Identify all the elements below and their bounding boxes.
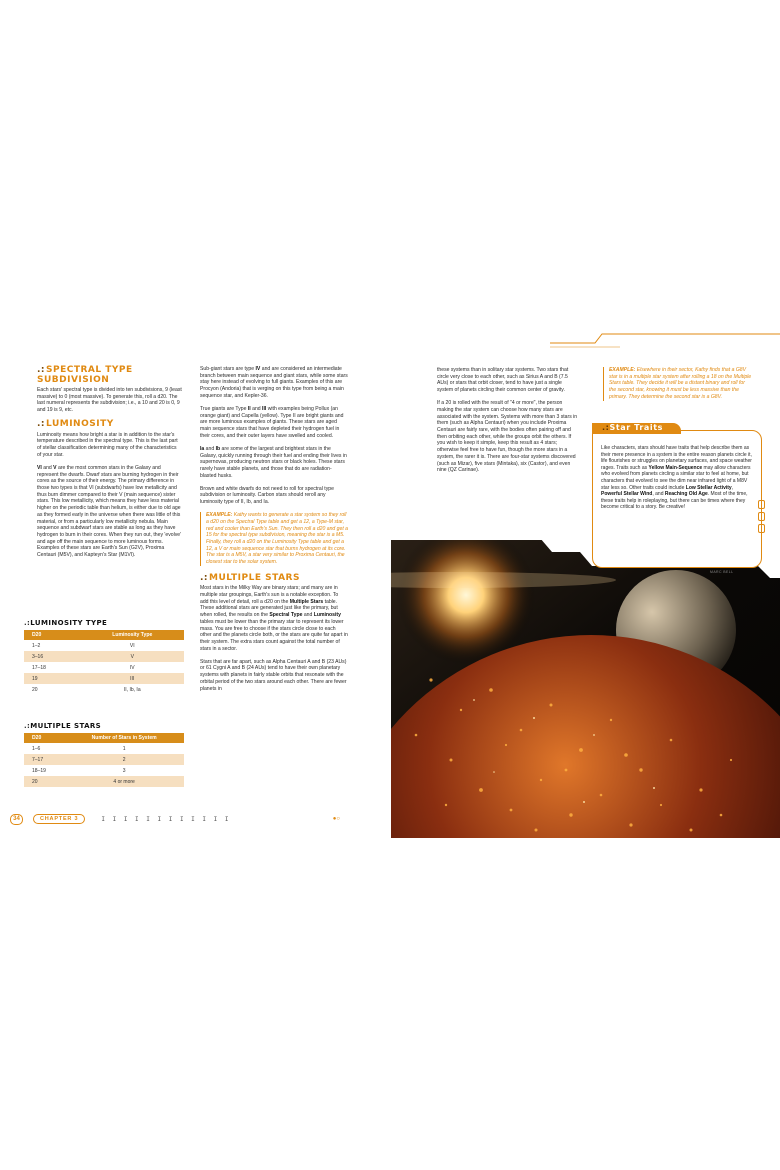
luminosity-type-table bbox=[24, 619, 184, 695]
left-page bbox=[0, 326, 390, 838]
star-traits-text: Like characters, stars should have traits that help describe them as their mere presence in a system is the entire reason planets circle it, life flourishes or struggles on planetary surfaces, and space weather rages. Traits such as Yellow Main-Sequence may allow characters who evolved from planets circling a similar star to feel at home, but characters that evolved to see the dim near infrared light of a M8V star less so. Other traits could include Low Stellar Activity, Powerful Stellar Wind, and Reaching Old Age. Most of the time, these traits help in roleplaying, but there can be times where they become critical to a story. Be creative! bbox=[601, 445, 752, 511]
table-row: 7–17 2 bbox=[24, 754, 184, 765]
page-footer bbox=[10, 812, 340, 826]
example-callout: EXAMPLE: Kathy wants to generate a star system so they roll a d20 on the Spectral Type table and get a 12, a Type-M star, red and cooler than Earth's Sun. They then roll a d20 and get a 15 for the spectral type subdivision, meaning the star is a M5. Finally, they roll a d20 on the Luminosity Type table and get a 12, a V or main sequence star that burns hydrogen at its core. The star is a M5V, a star very similar to Proxima Centauri, the closest star to the solar system. bbox=[200, 512, 348, 566]
dwarfs-reroll-text: Brown and white dwarfs do not need to roll for spectral type subdivision or luminosity. Carbon stars should reroll any luminosity type of II, Ib, and Ia. bbox=[200, 485, 334, 506]
luminosity-dwarfs-text: VI and V are the most common stars in the Galaxy and represent the dwarfs. Dwarf stars are burning hydrogen in their cores as the source of their energy. The primary difference in those two types is that VI (subdwarfs) have low metallicity and thus burn dimmer compared to their V (main sequence) sister stars. This low metallicity, which means they have less material higher on the periodic table than helium, is either due to old age as they formed early in the universe when there was little of this material, or from a particularly low metallicity nebula. Main sequence and subdwarf stars are stable as long as they have hydrogen to burn in their cores. When they run out, they 'evolve' and age off the main sequence to more luminous forms. Examples of these stars are Earth's Sun (G2V), Proxima Centauri (M5V), and Kapteyn's Star (M1VI). bbox=[37, 464, 182, 559]
art-credit: MARC BELL bbox=[710, 570, 734, 574]
spectral-subdivision-text: Each stars' spectral type is divided into ten subdivisions, 9 (least massive) to 0 (most massive). To generate this, roll a d20. The last numeral represents the subdivision; i.e., a 10 and 20 is 0, 9 and 19 is 9, etc. bbox=[37, 387, 182, 414]
table-header: D20 bbox=[24, 630, 81, 640]
table-row: 17–18 IV bbox=[32, 664, 135, 671]
table-row: 1–6 1 bbox=[32, 745, 126, 752]
example-callout-right: EXAMPLE: Elsewhere in their sector, Kathy finds that a G8V star is in a multiple star system after rolling a 18 on the Multiple Stars table. They decide it will be a distant binary and roll for the second star, knowing it must be less massive than the primary. They determine the second star is a G8V. bbox=[603, 367, 753, 401]
close-binaries-text: these systems than in solitary star systems. Two stars that circle very close to each other, such as Sirius A and B (7.5 AUs) or stars that orbit closer, tend to have just a single system of planets circling their common center of gravity. bbox=[437, 367, 569, 394]
luminosity-heading: .:LUMINOSITY bbox=[37, 419, 114, 430]
multiple-stars-text: Most stars in the Milky Way are binary stars; and many are in multiple star groupings, Earth's sun is a notable exception. To add this level of detail, roll a d20 on the Multiple Stars table. These additional stars are generated just like the primary, but when rolled, the results on the Spectral Type and Luminosity tables must be lower than the primary star to represent its lower mass. You are free to choose if the stars circle close to each other and the planets circle both, or the stars are quite far apart in their system. The extra stars count against the total number of stars in a sector. bbox=[200, 585, 348, 652]
table-row: 18–19 3 bbox=[32, 767, 126, 774]
chapter-label: CHAPTER 3 bbox=[33, 814, 85, 824]
table-row: 20 4 or more bbox=[24, 776, 184, 787]
left-column-1 bbox=[37, 366, 182, 565]
luminosity-intro-text: Luminosity means how bright a star is in addition to the star's temperature described in the spectral type. This is the last part of stellar classification determining many of the characteristics of your star. bbox=[37, 431, 178, 458]
star-traits-box bbox=[592, 423, 762, 568]
header-line-ornament bbox=[390, 326, 780, 356]
multiple-table-title: .:MULTIPLE STARS bbox=[24, 722, 102, 730]
planet-scene-image bbox=[391, 540, 780, 838]
multiple-stars-heading: .:MULTIPLE STARS bbox=[200, 572, 300, 583]
page-number: 34 bbox=[10, 814, 23, 825]
table-row: 19 III bbox=[24, 673, 184, 684]
table-header: D20 bbox=[24, 733, 64, 743]
side-tab-marks bbox=[758, 500, 766, 536]
table-row: 1–2 VI bbox=[32, 642, 135, 649]
left-column-2 bbox=[200, 366, 348, 699]
table-header-row bbox=[24, 733, 184, 743]
table-header: Luminosity Type bbox=[81, 630, 184, 640]
far-apart-stars-text: Stars that are far apart, such as Alpha Centauri A and B (23 AUs) or 61 Cygni A and B (24 AUs) tend to have their own planetary systems with planets in fairly stable orbits that resonate with the orbital period of the two stars around each other. There are fewer planets in bbox=[200, 658, 347, 692]
spectral-subdivision-heading: .:SPECTRAL TYPE SUBDIVISION bbox=[37, 365, 133, 385]
footer-dots-icon: ●○ bbox=[332, 816, 340, 822]
star-traits-title: .:Star Traits bbox=[592, 423, 681, 434]
right-column-1 bbox=[437, 367, 579, 480]
giants-text: True giants are Type II and III with examples being Pollux (an orange giant) and Capella (yellow). Type II are bright giants and are more luminous examples of giants. These stars are aged main sequence stars that have depleted their hydrogen fuel in their cores, and their outer layers have swelled and cooled. bbox=[200, 405, 344, 439]
multiple-stars-table bbox=[24, 722, 184, 787]
four-or-more-text: If a 20 is rolled with the result of "4 or more", the person making the star system can choose how many stars are associated with the system. Systems with more than 3 stars in them (such as Alpha Centauri) when you include Proxima Centauri are fairly rare, with the bodies often pairing off and then orbiting each other, while the groups orbit the others. If you wish to keep it simple, keep this result as 4 stars; otherwise feel free to have fun, though the more stars in a system, the rarer it is. There are four-star systems discovered (such as Mizar), five stars (Mintaka), six (Castor), and even nine (QZ Carinae). bbox=[437, 400, 578, 474]
right-column-2 bbox=[603, 367, 753, 409]
footer-ticks: I I I I I I I I I I I I bbox=[101, 815, 231, 823]
table-header: Number of Stars in System bbox=[64, 733, 184, 743]
planet-illustration bbox=[391, 540, 780, 838]
table-row: 20 II, Ib, Ia bbox=[32, 686, 141, 693]
table-header-row bbox=[24, 630, 184, 640]
supergiants-text: Ia and Ib are some of the largest and brightest stars in the Galaxy, quickly running through their fuel and ending their lives in supernovas, producing neutron stars or black holes. These stars rarely have stable planets, and those that do are radiation-blasted husks. bbox=[200, 445, 347, 479]
subgiant-text: Sub-giant stars are type IV and are considered an intermediate branch between main sequence and giant stars, while some stars stay here instead of evolving to full giants. Examples of this are Procyon (Andoria) that is verging on this type from being a main sequence star, and Kepler-36. bbox=[200, 366, 348, 399]
luminosity-table-title: .:LUMINOSITY TYPE bbox=[24, 619, 108, 627]
table-row: 3–16 V bbox=[24, 651, 184, 662]
